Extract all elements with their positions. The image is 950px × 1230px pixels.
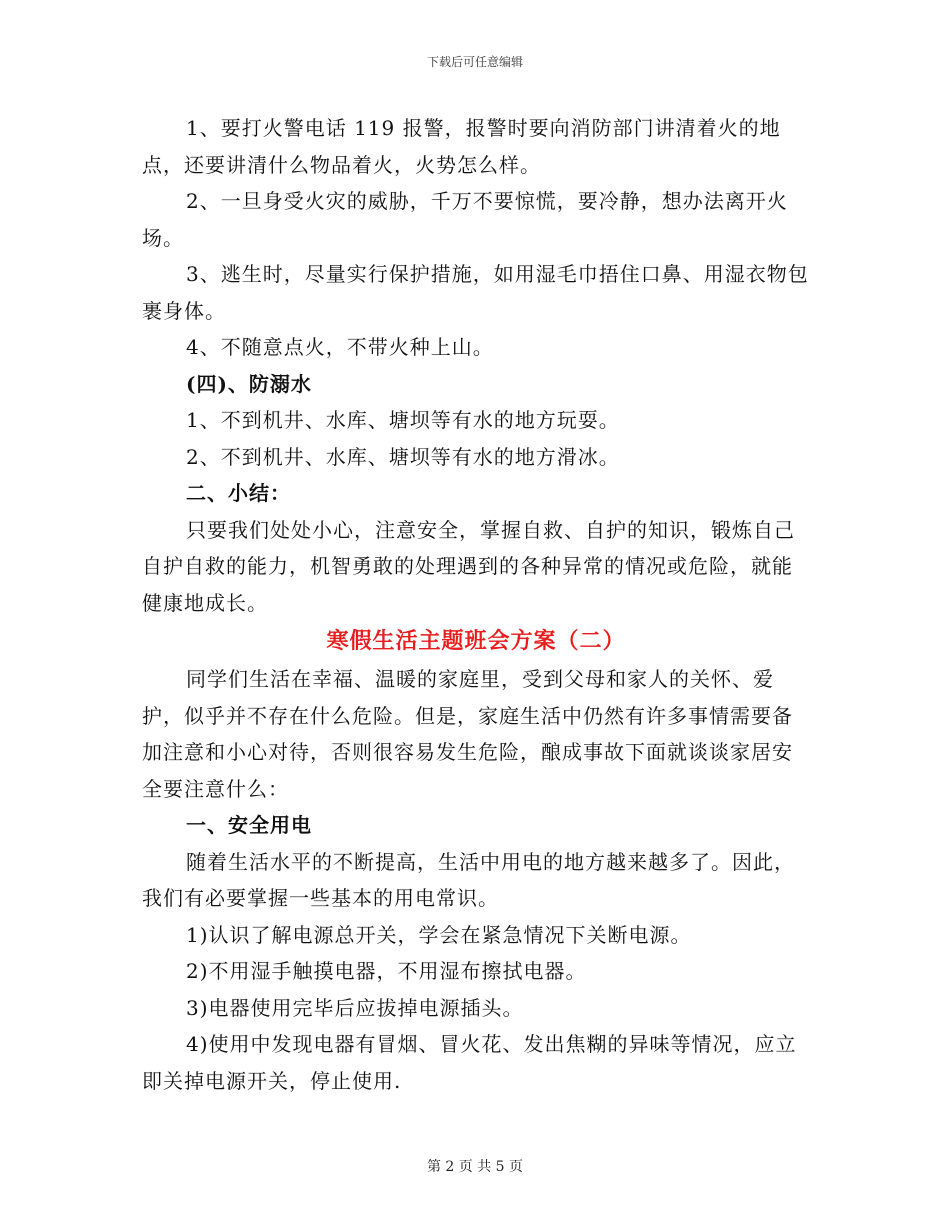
paragraph: 1、要打火警电话 119 报警，报警时要向消防部门讲清着火的地点，还要讲清什么物品着火，火势怎么样。 [142,116,781,177]
paragraph: 只要我们处处小心，注意安全，掌握自救、自护的知识，锻炼自己自护自救的能力，机智勇敢的处理遇到的各种异常的情况或危险，就能健康地成长。 [142,517,795,615]
paragraph: 1、不到机井、水库、塘坝等有水的地方玩耍。 [186,408,620,432]
document-title: 寒假生活主题班会方案（二） [326,628,626,654]
paragraph: 3)电器使用完毕后应拔掉电源插头。 [186,995,524,1020]
paragraph: 2)不用湿手触摸电器，不用湿布擦拭电器。 [186,959,587,983]
paragraph: 2、不到机井、水库、塘坝等有水的地方滑冰。 [186,444,620,469]
section-heading: (四)、防溺水 [186,371,312,396]
paragraph: 4、不随意点火，不带火种上山。 [186,335,494,359]
paragraph: 3、逃生时，尽量实行保护措施，如用湿毛巾捂住口鼻、用湿衣物包裹身体。 [142,262,809,323]
paragraph: 2、一旦身受火灾的威胁，千万不要惊慌，要冷静，想办法离开火场。 [142,189,788,250]
section-heading: 二、小结： [186,481,291,505]
page-header: 下载后可任意编辑 [426,55,523,69]
document-body [142,110,810,1099]
page-footer: 第 2 页 共 5 页 [426,1159,524,1175]
paragraph: 随着生活水平的不断提高，生活中用电的地方越来越多了。因此，我们有必要掌握一些基本的用电常识。 [142,849,795,910]
section-heading: 一、安全用电 [186,813,312,837]
paragraph: 同学们生活在幸福、温暖的家庭里，受到父母和家人的关怀、爱护，似乎并不存在什么危险。但是，家庭生活中仍然有许多事情需要备加注意和小心对待，否则很容易发生危险，酿成事故下面就谈谈家居安全要注意什么： [142,667,793,801]
paragraph: 4)使用中发现电器有冒烟、冒火花、发出焦糊的异味等情况，应立即关掉电源开关，停止使用. [142,1032,797,1093]
paragraph: 1)认识了解电源总开关，学会在紧急情况下关断电源。 [186,922,692,947]
